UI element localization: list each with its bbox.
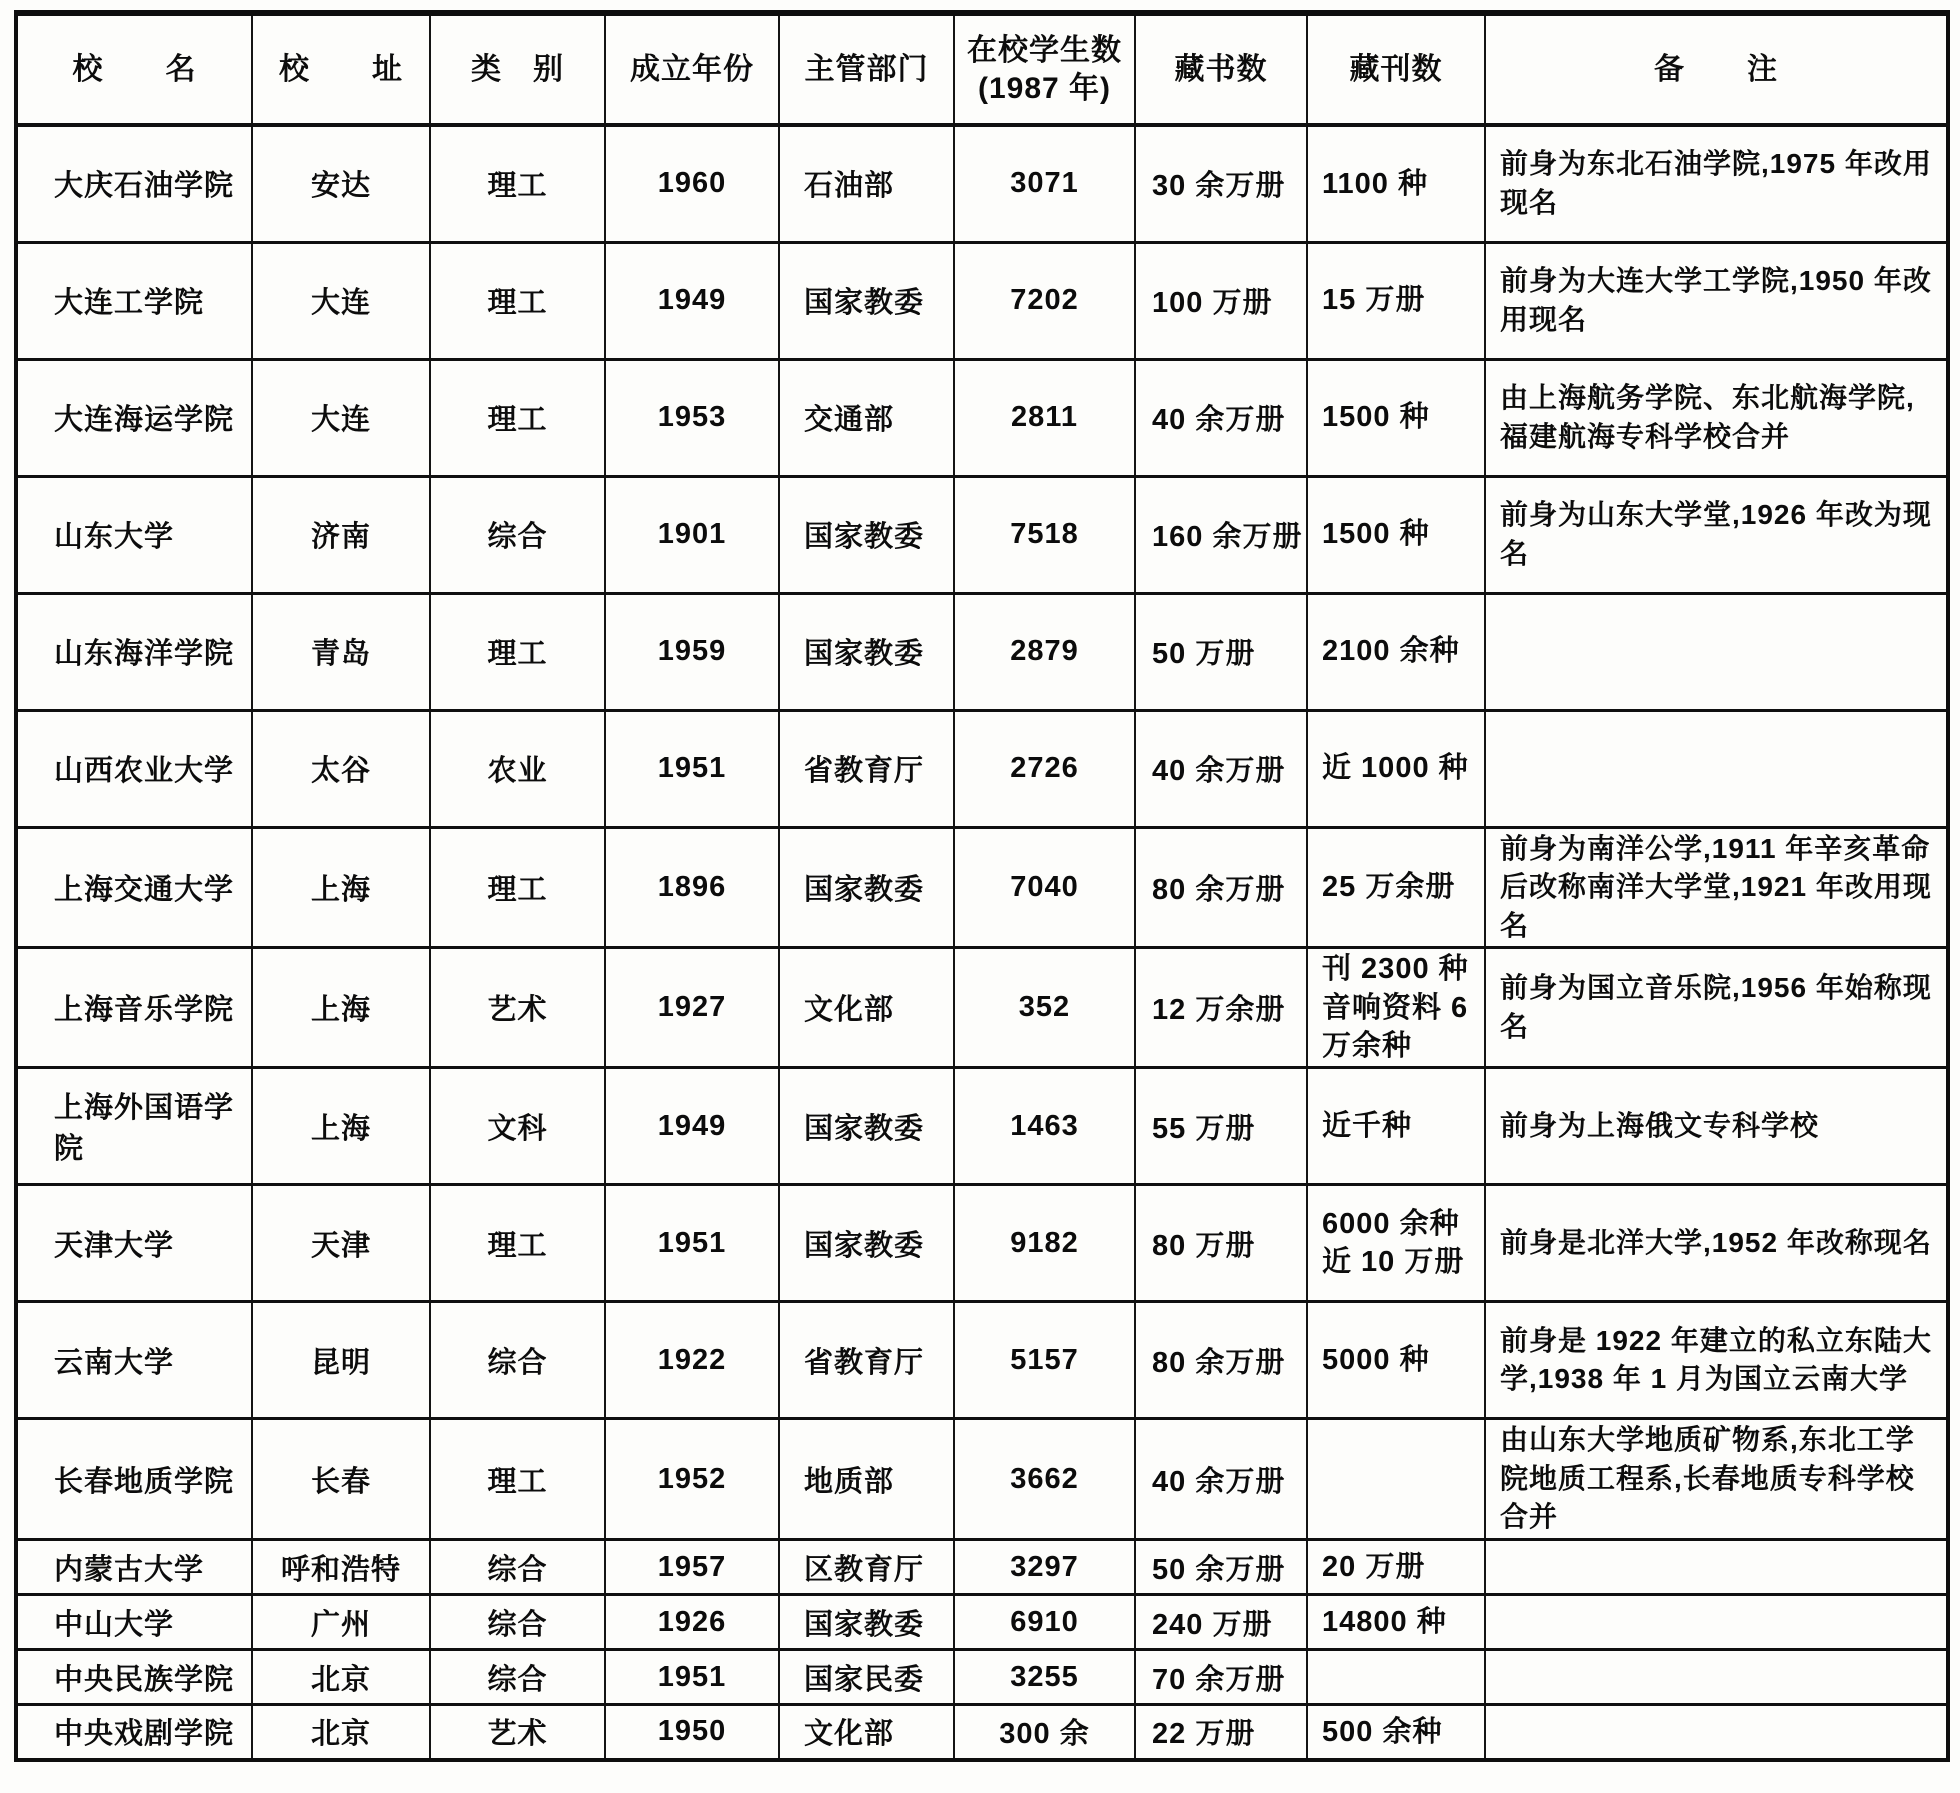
cell-city: 太谷: [252, 710, 430, 827]
cell-year: 1927: [605, 948, 779, 1068]
cell-books: 50 万册: [1135, 593, 1307, 710]
table-row: [16, 1302, 1948, 1419]
cell-type: 综合: [430, 1650, 605, 1705]
cell-journals: 15 万册: [1307, 242, 1485, 359]
cell-journals: 1500 种: [1307, 359, 1485, 476]
cell-year: 1960: [605, 125, 779, 242]
cell-dept: 国家教委: [779, 1185, 954, 1302]
cell-remark: 前身为东北石油学院,1975 年改用现名: [1485, 125, 1948, 242]
cell-books: 40 余万册: [1135, 1419, 1307, 1540]
cell-students: 2811: [954, 359, 1135, 476]
cell-journals: [1307, 1650, 1485, 1705]
cell-books: 160 余万册: [1135, 476, 1307, 593]
cell-name: 山东海洋学院: [16, 593, 252, 710]
cell-journals: 500 余种: [1307, 1705, 1485, 1760]
cell-dept: 文化部: [779, 1705, 954, 1760]
cell-type: 理工: [430, 593, 605, 710]
cell-type: 综合: [430, 1540, 605, 1595]
column-header-books: 藏书数: [1135, 13, 1307, 125]
cell-year: 1957: [605, 1540, 779, 1595]
cell-remark: [1485, 1595, 1948, 1650]
cell-dept: 区教育厅: [779, 1540, 954, 1595]
cell-students: 5157: [954, 1302, 1135, 1419]
table-row: [16, 125, 1948, 242]
cell-city: 昆明: [252, 1302, 430, 1419]
cell-type: 艺术: [430, 1705, 605, 1760]
table-row: [16, 1419, 1948, 1540]
cell-city: 长春: [252, 1419, 430, 1540]
cell-remark: 前身为上海俄文专科学校: [1485, 1068, 1948, 1185]
cell-name: 长春地质学院: [16, 1419, 252, 1540]
university-table: [14, 10, 1950, 1762]
cell-year: 1896: [605, 827, 779, 948]
cell-type: 理工: [430, 242, 605, 359]
cell-journals: 5000 种: [1307, 1302, 1485, 1419]
cell-dept: 交通部: [779, 359, 954, 476]
cell-name: 中山大学: [16, 1595, 252, 1650]
cell-type: 理工: [430, 359, 605, 476]
table-row: [16, 948, 1948, 1068]
column-header-dept: 主管部门: [779, 13, 954, 125]
cell-books: 12 万余册: [1135, 948, 1307, 1068]
cell-remark: 前身为国立音乐院,1956 年始称现名: [1485, 948, 1948, 1068]
cell-city: 北京: [252, 1650, 430, 1705]
cell-journals: 2100 余种: [1307, 593, 1485, 710]
cell-remark: 前身是北洋大学,1952 年改称现名: [1485, 1185, 1948, 1302]
cell-students: 2726: [954, 710, 1135, 827]
table-row: [16, 827, 1948, 948]
cell-remark: 由山东大学地质矿物系,东北工学院地质工程系,长春地质专科学校合并: [1485, 1419, 1948, 1540]
cell-students: 3255: [954, 1650, 1135, 1705]
cell-year: 1951: [605, 1185, 779, 1302]
cell-year: 1949: [605, 242, 779, 359]
cell-journals: 6000 余种 近 10 万册: [1307, 1185, 1485, 1302]
cell-year: 1950: [605, 1705, 779, 1760]
cell-students: 2879: [954, 593, 1135, 710]
cell-remark: 由上海航务学院、东北航海学院,福建航海专科学校合并: [1485, 359, 1948, 476]
table-row: [16, 1185, 1948, 1302]
cell-name: 中央戏剧学院: [16, 1705, 252, 1760]
cell-dept: 地质部: [779, 1419, 954, 1540]
cell-books: 100 万册: [1135, 242, 1307, 359]
cell-books: 80 余万册: [1135, 1302, 1307, 1419]
cell-remark: [1485, 593, 1948, 710]
cell-dept: 国家民委: [779, 1650, 954, 1705]
cell-journals: 1500 种: [1307, 476, 1485, 593]
cell-name: 上海音乐学院: [16, 948, 252, 1068]
cell-remark: 前身为大连大学工学院,1950 年改用现名: [1485, 242, 1948, 359]
cell-city: 大连: [252, 242, 430, 359]
cell-remark: [1485, 1540, 1948, 1595]
cell-dept: 省教育厅: [779, 710, 954, 827]
cell-journals: [1307, 1419, 1485, 1540]
cell-type: 理工: [430, 125, 605, 242]
table-row: [16, 1650, 1948, 1705]
cell-year: 1952: [605, 1419, 779, 1540]
cell-city: 上海: [252, 948, 430, 1068]
cell-year: 1926: [605, 1595, 779, 1650]
table-row: [16, 1068, 1948, 1185]
table-row: [16, 1540, 1948, 1595]
students-header-line1: 在校学生数: [967, 34, 1122, 67]
cell-books: 80 余万册: [1135, 827, 1307, 948]
table-row: [16, 359, 1948, 476]
cell-city: 上海: [252, 827, 430, 948]
table-row: [16, 593, 1948, 710]
cell-city: 天津: [252, 1185, 430, 1302]
cell-year: 1951: [605, 710, 779, 827]
column-header-type: 类 别: [430, 13, 605, 125]
cell-students: 3071: [954, 125, 1135, 242]
cell-name: 中央民族学院: [16, 1650, 252, 1705]
cell-students: 352: [954, 948, 1135, 1068]
cell-journals: 20 万册: [1307, 1540, 1485, 1595]
cell-name: 大连工学院: [16, 242, 252, 359]
cell-dept: 国家教委: [779, 1595, 954, 1650]
cell-name: 山东大学: [16, 476, 252, 593]
cell-type: 综合: [430, 476, 605, 593]
table-body: [16, 125, 1948, 1760]
cell-name: 内蒙古大学: [16, 1540, 252, 1595]
cell-journals: 1100 种: [1307, 125, 1485, 242]
column-header-journals: 藏刊数: [1307, 13, 1485, 125]
cell-remark: 前身是 1922 年建立的私立东陆大学,1938 年 1 月为国立云南大学: [1485, 1302, 1948, 1419]
cell-type: 理工: [430, 1419, 605, 1540]
cell-type: 综合: [430, 1302, 605, 1419]
cell-year: 1951: [605, 1650, 779, 1705]
cell-students: 3297: [954, 1540, 1135, 1595]
cell-year: 1959: [605, 593, 779, 710]
cell-students: 9182: [954, 1185, 1135, 1302]
cell-type: 农业: [430, 710, 605, 827]
cell-dept: 国家教委: [779, 242, 954, 359]
cell-name: 大连海运学院: [16, 359, 252, 476]
table-row: [16, 1595, 1948, 1650]
cell-books: 40 余万册: [1135, 710, 1307, 827]
cell-books: 70 余万册: [1135, 1650, 1307, 1705]
cell-remark: 前身为山东大学堂,1926 年改为现名: [1485, 476, 1948, 593]
cell-books: 80 万册: [1135, 1185, 1307, 1302]
column-header-city: 校 址: [252, 13, 430, 125]
cell-books: 40 余万册: [1135, 359, 1307, 476]
cell-remark: [1485, 1705, 1948, 1760]
cell-dept: 国家教委: [779, 476, 954, 593]
cell-books: 22 万册: [1135, 1705, 1307, 1760]
cell-type: 理工: [430, 1185, 605, 1302]
cell-name: 天津大学: [16, 1185, 252, 1302]
students-header-line2: (1987 年): [977, 71, 1112, 105]
cell-journals: 近千种: [1307, 1068, 1485, 1185]
header-row: [16, 13, 1948, 125]
cell-remark: [1485, 1650, 1948, 1705]
column-header-name: 校 名: [16, 13, 252, 125]
table-row: [16, 242, 1948, 359]
table-row: [16, 1705, 1948, 1760]
cell-dept: 国家教委: [779, 1068, 954, 1185]
cell-type: 综合: [430, 1595, 605, 1650]
column-header-remark: 备 注: [1485, 13, 1948, 125]
cell-students: 7518: [954, 476, 1135, 593]
cell-year: 1901: [605, 476, 779, 593]
cell-dept: 国家教委: [779, 827, 954, 948]
column-header-students: [954, 13, 1135, 125]
cell-dept: 石油部: [779, 125, 954, 242]
cell-city: 呼和浩特: [252, 1540, 430, 1595]
cell-name: 山西农业大学: [16, 710, 252, 827]
cell-type: 艺术: [430, 948, 605, 1068]
cell-journals: 25 万余册: [1307, 827, 1485, 948]
table-header: [16, 13, 1948, 125]
cell-year: 1922: [605, 1302, 779, 1419]
cell-type: 文科: [430, 1068, 605, 1185]
cell-city: 安达: [252, 125, 430, 242]
cell-year: 1953: [605, 359, 779, 476]
table-row: [16, 710, 1948, 827]
cell-students: 300 余: [954, 1705, 1135, 1760]
cell-books: 30 余万册: [1135, 125, 1307, 242]
cell-city: 广州: [252, 1595, 430, 1650]
cell-remark: 前身为南洋公学,1911 年辛亥革命后改称南洋大学堂,1921 年改用现名: [1485, 827, 1948, 948]
cell-remark: [1485, 710, 1948, 827]
cell-name: 大庆石油学院: [16, 125, 252, 242]
cell-city: 大连: [252, 359, 430, 476]
cell-city: 北京: [252, 1705, 430, 1760]
cell-name: 上海交通大学: [16, 827, 252, 948]
cell-name: 云南大学: [16, 1302, 252, 1419]
cell-name: 上海外国语学院: [16, 1068, 252, 1185]
cell-students: 7202: [954, 242, 1135, 359]
cell-type: 理工: [430, 827, 605, 948]
cell-books: 50 余万册: [1135, 1540, 1307, 1595]
cell-dept: 省教育厅: [779, 1302, 954, 1419]
cell-books: 55 万册: [1135, 1068, 1307, 1185]
column-header-year: 成立年份: [605, 13, 779, 125]
cell-students: 3662: [954, 1419, 1135, 1540]
cell-journals: 刊 2300 种 音响资料 6 万余种: [1307, 948, 1485, 1068]
cell-journals: 近 1000 种: [1307, 710, 1485, 827]
cell-dept: 国家教委: [779, 593, 954, 710]
cell-books: 240 万册: [1135, 1595, 1307, 1650]
cell-students: 6910: [954, 1595, 1135, 1650]
cell-students: 7040: [954, 827, 1135, 948]
cell-year: 1949: [605, 1068, 779, 1185]
cell-city: 济南: [252, 476, 430, 593]
cell-students: 1463: [954, 1068, 1135, 1185]
cell-journals: 14800 种: [1307, 1595, 1485, 1650]
cell-city: 青岛: [252, 593, 430, 710]
table-row: [16, 476, 1948, 593]
cell-city: 上海: [252, 1068, 430, 1185]
cell-dept: 文化部: [779, 948, 954, 1068]
